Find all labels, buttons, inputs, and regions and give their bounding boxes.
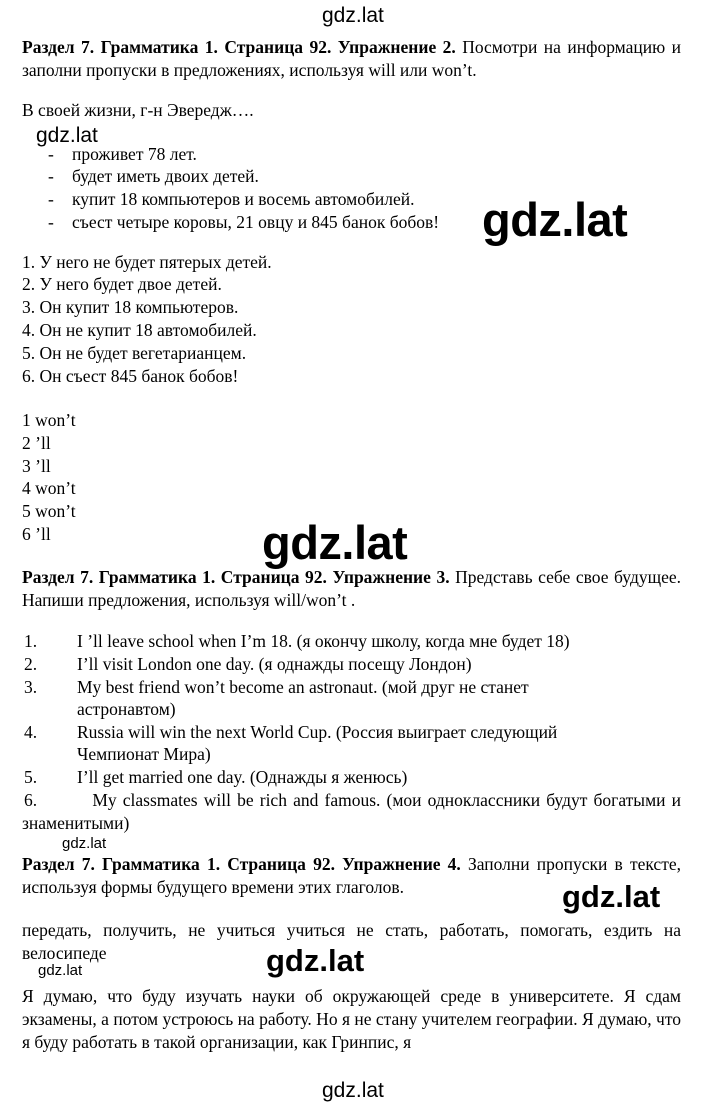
ex2-answer: 3 ’ll: [22, 456, 51, 476]
ex2-bullet-text: съест четыре коровы, 21 овцу и 845 банок бобов!: [72, 212, 440, 232]
item-number: 2.: [24, 654, 38, 674]
ex2-bullet: [48, 188, 415, 211]
item-number: 6.: [24, 790, 38, 810]
ex2-sentence: 3. Он купит 18 компьютеров.: [22, 297, 239, 317]
watermark-medium-center: gdz.lat: [266, 943, 365, 978]
ex2-answer: 6 ’ll: [22, 524, 51, 544]
item-text: My classmates will be rich and famous. (мои одноклассники будут богатыми и знаменитыми): [22, 790, 682, 833]
ex4-header-paragraph: [22, 853, 681, 899]
ex3-item-continuation: астронавтом): [77, 699, 176, 719]
item-text: My best friend won’t become an astronaut. (мой друг не станет: [77, 677, 529, 697]
ex2-bullet-text: проживет 78 лет.: [72, 144, 197, 164]
ex2-bullet: [48, 211, 440, 234]
watermark-tiny-left-2: gdz.lat: [38, 962, 83, 979]
ex2-sentence: 6. Он съест 845 банок бобов!: [22, 366, 239, 386]
dash-marker: -: [48, 212, 54, 232]
ex3-item-6: [22, 789, 681, 835]
watermark-top: gdz.lat: [322, 4, 384, 27]
ex2-answer: 2 ’ll: [22, 433, 51, 453]
watermark-large-2: gdz.lat: [262, 516, 408, 569]
ex2-answer: 1 won’t: [22, 410, 76, 430]
ex3-heading: Раздел 7. Грамматика 1. Страница 92. Упражнение 3.: [22, 567, 450, 587]
ex4-verbs: передать, получить, не учиться учиться не стать, работать, помогать, ездить на велосипеде: [22, 920, 681, 963]
ex4-instruction: Заполни пропуски в тексте, используя формы будущего времени этих глаголов.: [22, 854, 681, 897]
ex2-sentence: 2. У него будет двое детей.: [22, 274, 222, 294]
ex2-bullet-text: купит 18 компьютеров и восемь автомобилей.: [72, 189, 415, 209]
item-number: 5.: [24, 767, 38, 787]
ex2-bullet: [48, 143, 197, 166]
ex2-header-paragraph: [22, 36, 681, 82]
ex4-paragraph: Я думаю, что буду изучать науки об окружающей среде в университете. Я сдам экзамены, а потом устроюсь на работу. Но я не стану учителем географии. Я думаю, что я буду работать в такой организации, как Гринпис, я: [22, 986, 682, 1052]
ex2-bullet: [48, 165, 259, 188]
item-number: 4.: [24, 722, 38, 742]
watermark-tiny-left-1: gdz.lat: [62, 835, 107, 852]
watermark-medium-right: gdz.lat: [562, 879, 661, 914]
item-text: I’ll visit London one day. (я однажды посещу Лондон): [77, 654, 472, 674]
ex2-sentence: 4. Он не купит 18 автомобилей.: [22, 320, 257, 340]
ex2-sentence: 1. У него не будет пятерых детей.: [22, 252, 272, 272]
item-text: I ’ll leave school when I’m 18. (я окончу школу, когда мне будет 18): [77, 631, 570, 651]
item-number: 3.: [24, 677, 38, 697]
watermark-bottom: gdz.lat: [322, 1079, 384, 1102]
watermark-small-left-1: gdz.lat: [36, 124, 98, 147]
watermark-large-1: gdz.lat: [482, 193, 628, 246]
item-text: Russia will win the next World Cup. (Россия выиграет следующий: [77, 722, 558, 742]
item-text: I’ll get married one day. (Однажды я женюсь): [77, 767, 408, 787]
dash-marker: -: [48, 166, 54, 186]
ex2-sentence: 5. Он не будет вегетарианцем.: [22, 343, 247, 363]
ex2-instruction: Посмотри на информацию и заполни пропуски в предложениях, используя will или won’t.: [22, 37, 681, 80]
ex2-answer: 5 won’t: [22, 501, 76, 521]
dash-marker: -: [48, 144, 54, 164]
ex3-item-continuation: Чемпионат Мира): [77, 744, 211, 764]
ex3-header-paragraph: [22, 566, 681, 612]
ex2-answer: 4 won’t: [22, 478, 76, 498]
dash-marker: -: [48, 189, 54, 209]
ex3-instruction: Представь себе свое будущее. Напиши предложения, используя will/won’t .: [22, 567, 681, 610]
ex2-heading: Раздел 7. Грамматика 1. Страница 92. Упражнение 2.: [22, 37, 456, 57]
ex2-bullet-text: будет иметь двоих детей.: [72, 166, 259, 186]
ex4-heading: Раздел 7. Грамматика 1. Страница 92. Упражнение 4.: [22, 854, 461, 874]
ex2-intro: В своей жизни, г-н Эвередж….: [22, 100, 254, 120]
item-number: 1.: [24, 631, 38, 651]
